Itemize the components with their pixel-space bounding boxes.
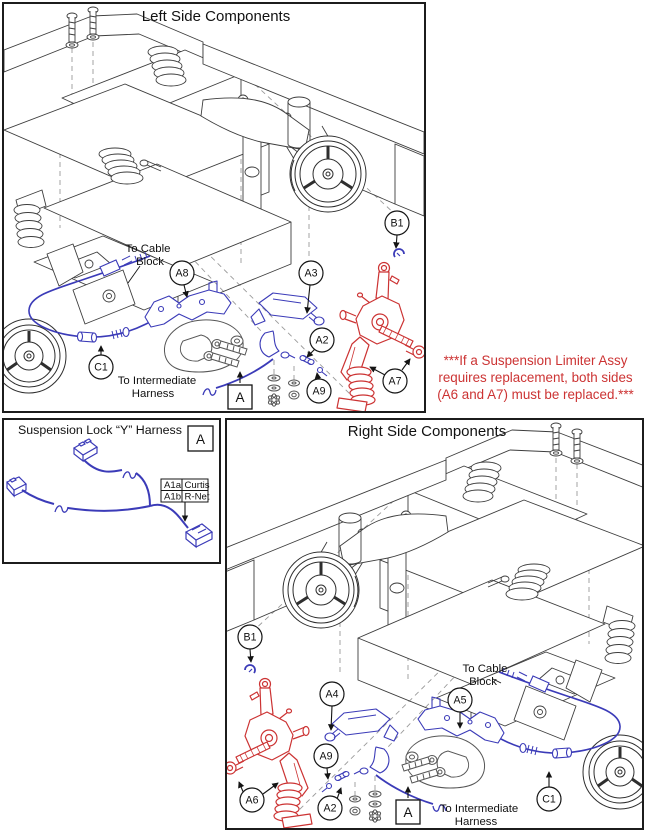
svg-text:A4: A4 — [325, 688, 339, 701]
drive-wheel — [583, 735, 642, 809]
callout-a6 — [240, 788, 264, 812]
right-ref-box — [396, 800, 420, 824]
svg-text:Block: Block — [136, 256, 164, 268]
note-line: (A6 and A7) must be replaced.*** — [437, 387, 634, 402]
callout-a8 — [170, 261, 194, 285]
replacement-warning-note — [426, 352, 645, 403]
table-row-value: R-Net — [184, 491, 210, 503]
b1-clip — [245, 665, 255, 673]
callout-c1 — [537, 787, 561, 811]
svg-text:A: A — [235, 390, 245, 405]
svg-text:A6: A6 — [245, 794, 259, 807]
drive-wheel — [4, 319, 66, 393]
svg-text:A2: A2 — [323, 802, 337, 815]
svg-text:B1: B1 — [390, 217, 404, 230]
svg-text:A3: A3 — [304, 267, 318, 280]
svg-text:A9: A9 — [319, 750, 333, 763]
left-panel-title: Left Side Components — [141, 8, 291, 25]
left-ref-box — [228, 385, 252, 409]
svg-text:A: A — [403, 805, 413, 820]
callout-a9 — [314, 744, 338, 768]
harness-id-table — [161, 479, 210, 521]
right-panel-title: Right Side Components — [347, 423, 507, 440]
caster-wheel — [283, 552, 359, 628]
callout-a3 — [299, 261, 323, 285]
svg-text:Harness: Harness — [454, 816, 498, 828]
to-cable-block-label: To Cable — [125, 243, 171, 255]
svg-text:A: A — [195, 432, 206, 447]
panel-left-side-components — [2, 2, 426, 413]
right-side-diagram — [227, 420, 642, 828]
callout-a9 — [307, 379, 331, 403]
suspension-limiter-assembly — [337, 263, 424, 412]
to-intermediate-harness-label: To Intermediate — [439, 803, 519, 815]
harness-panel-title: Suspension Lock “Y” Harness — [18, 423, 182, 437]
exploded-assembly-art — [4, 7, 424, 411]
svg-text:A8: A8 — [175, 267, 189, 280]
harness-connector-top — [74, 439, 97, 461]
note-line: ***If a Suspension Limiter Assy — [443, 353, 628, 368]
svg-text:A7: A7 — [388, 375, 402, 388]
exploded-assembly-art — [227, 423, 642, 828]
svg-text:B1: B1 — [243, 631, 257, 644]
callout-b1 — [238, 625, 262, 649]
table-row-id: A1a — [164, 480, 182, 491]
panel-y-harness — [2, 418, 221, 564]
caster-wheel — [290, 136, 366, 212]
note-line: requires replacement, both sides — [438, 370, 633, 385]
callout-a2 — [310, 328, 334, 352]
callout-c1 — [89, 355, 113, 379]
svg-text:C1: C1 — [94, 361, 108, 374]
table-row-value: Curtis — [184, 480, 210, 491]
y-harness-diagram — [4, 420, 219, 562]
svg-text:Harness: Harness — [131, 388, 175, 400]
svg-text:A2: A2 — [315, 334, 329, 347]
callout-a4 — [320, 682, 344, 706]
harness-connector-left — [7, 477, 26, 496]
panel-right-side-components — [225, 418, 644, 830]
svg-text:Block: Block — [469, 676, 497, 688]
to-cable-block-label: To Cable — [462, 663, 508, 675]
callout-a5 — [448, 688, 472, 712]
suspension-limiter-assembly — [227, 679, 312, 829]
harness-ref-box — [188, 426, 213, 451]
table-row-id: A1b — [164, 491, 182, 503]
harness-connector-bottom — [186, 524, 212, 547]
exploded-assembly-art-mirrored — [227, 423, 642, 828]
to-intermediate-harness-label: To Intermediate — [117, 375, 197, 387]
svg-text:C1: C1 — [542, 793, 556, 806]
b1-clip — [394, 249, 404, 257]
svg-text:A5: A5 — [453, 694, 467, 707]
callout-a2 — [318, 796, 342, 820]
callout-b1 — [385, 211, 409, 235]
callout-a7 — [383, 369, 407, 393]
left-side-diagram — [4, 4, 424, 411]
svg-text:A9: A9 — [312, 385, 326, 398]
